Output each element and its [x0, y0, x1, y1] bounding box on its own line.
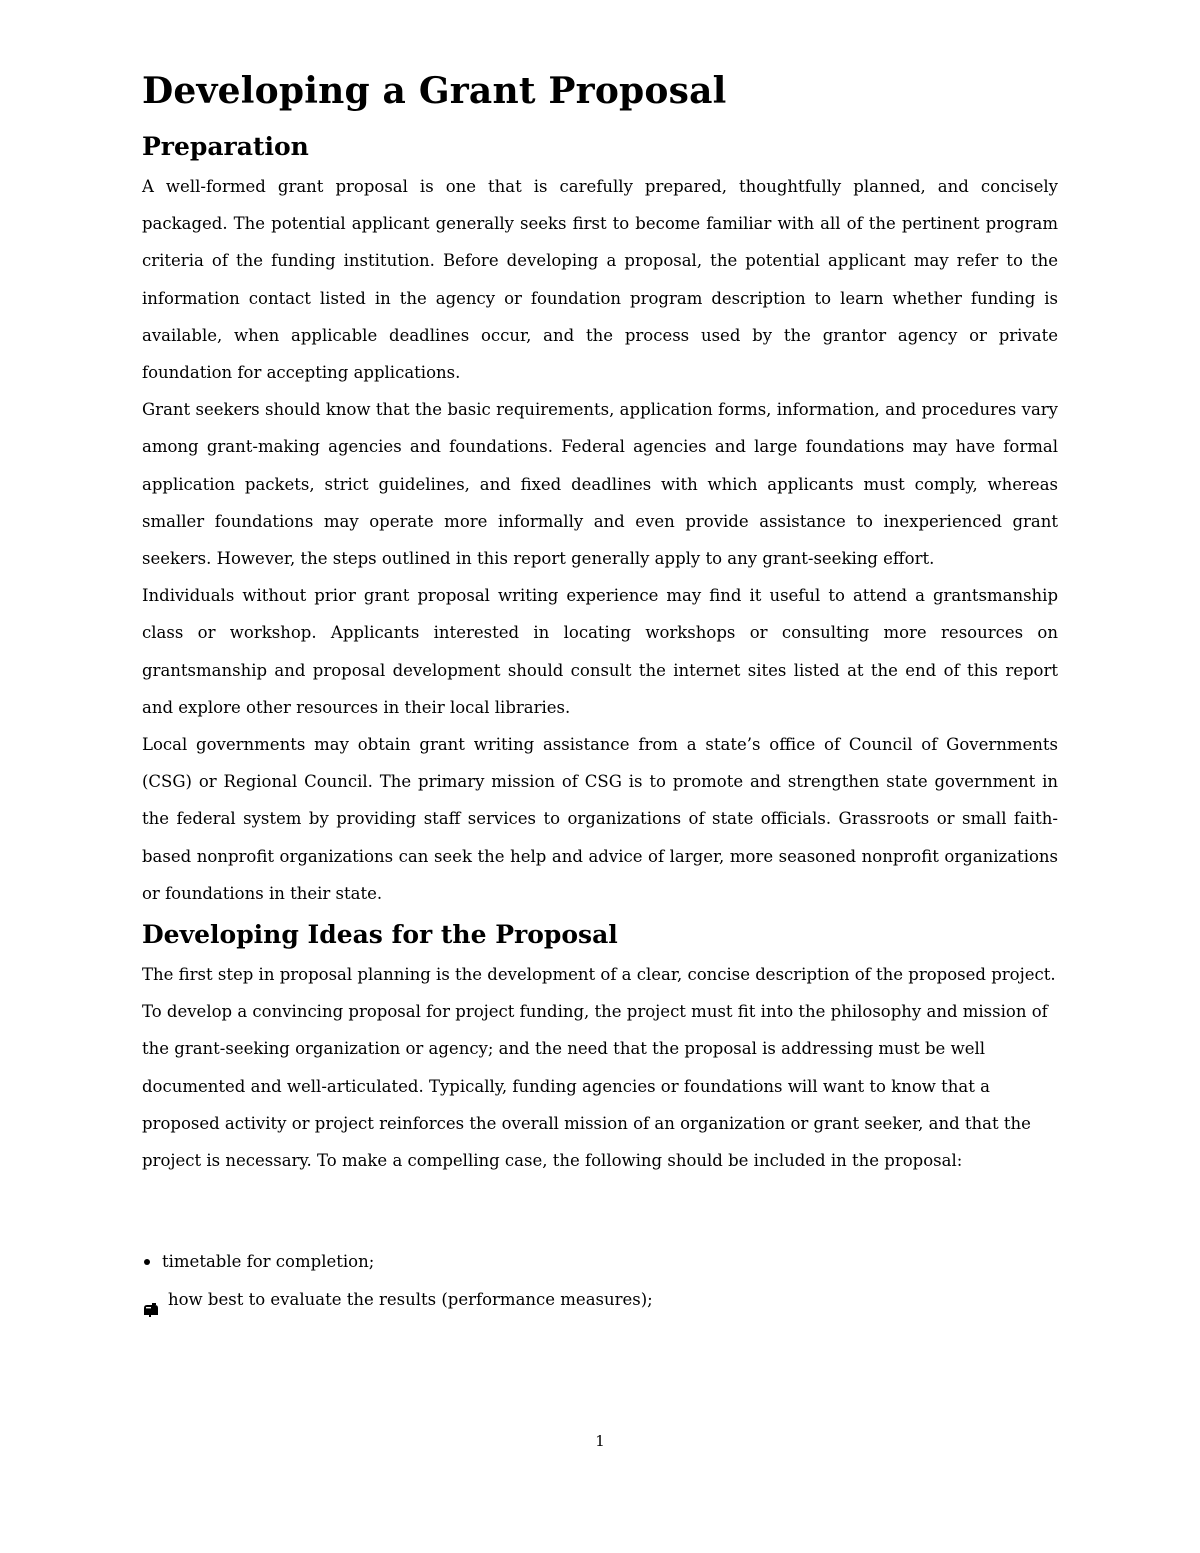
document-body [142, 66, 1058, 1318]
paragraph: Individuals without prior grant proposal writing experience may find it useful to attend a grantsmanship class or workshop. Applicants interested in locating workshops or consulting more resources on grantsmanship and proposal development should consult the internet sites listed at the end of this report and explore other resources in their local libraries. [142, 586, 1058, 717]
bullet-list [142, 1243, 1058, 1318]
list-item [142, 1281, 1058, 1318]
list-item-text: timetable for completion; [162, 1252, 375, 1272]
document-title: Developing a Grant Proposal [142, 70, 727, 112]
list-item-text: how best to evaluate the results (performance measures); [168, 1290, 653, 1310]
page-number: 1 [595, 1432, 605, 1450]
paragraph: Local governments may obtain grant writing assistance from a state’s office of Council of Governments (CSG) or Regional Council. The primary mission of CSG is to promote and strengthen state government in the federal system by providing staff services to organizations of state officials. Grassroots or small faith-based nonprofit organizations can seek the help and advice of larger, more seasoned nonprofit organizations or foundations in their state. [142, 735, 1058, 903]
section-heading-preparation: Preparation [142, 132, 309, 161]
paragraph: The first step in proposal planning is the development of a clear, concise description of the proposed project. To develop a convincing proposal for project funding, the project must fit into the philosophy and mission of the grant-seeking organization or agency; and the need that the proposal is addressing must be well documented and well-articulated. Typically, funding agencies or foundations will want to know that a proposed activity or project reinforces the overall mission of an organization or grant seeker, and that the project is necessary. To make a compelling case, the following should be included in the proposal: [142, 965, 1056, 1171]
bullet-dot-icon [144, 1259, 150, 1265]
section-heading-developing-ideas: Developing Ideas for the Proposal [142, 920, 618, 950]
paragraph: Grant seekers should know that the basic requirements, application forms, information, and procedures vary among grant-making agencies and foundations. Federal agencies and large foundations may have formal application packets, strict guidelines, and fixed deadlines with which applicants must comply, whereas smaller foundations may operate more informally and even provide assistance to inexperienced grant seekers. However, the steps outlined in this report generally apply to any grant-seeking effort. [142, 400, 1058, 569]
mailbox-icon [142, 1293, 160, 1307]
paragraph: A well-formed grant proposal is one that is carefully prepared, thoughtfully planned, and concisely packaged. The potential applicant generally seeks first to become familiar with all of the pertinent program criteria of the funding institution. Before developing a proposal, the potential applicant may refer to the information contact listed in the agency or foundation program description to learn whether funding is available, when applicable deadlines occur, and the process used by the grantor agency or private foundation for accepting applications. [142, 177, 1058, 383]
list-item [142, 1243, 1058, 1280]
